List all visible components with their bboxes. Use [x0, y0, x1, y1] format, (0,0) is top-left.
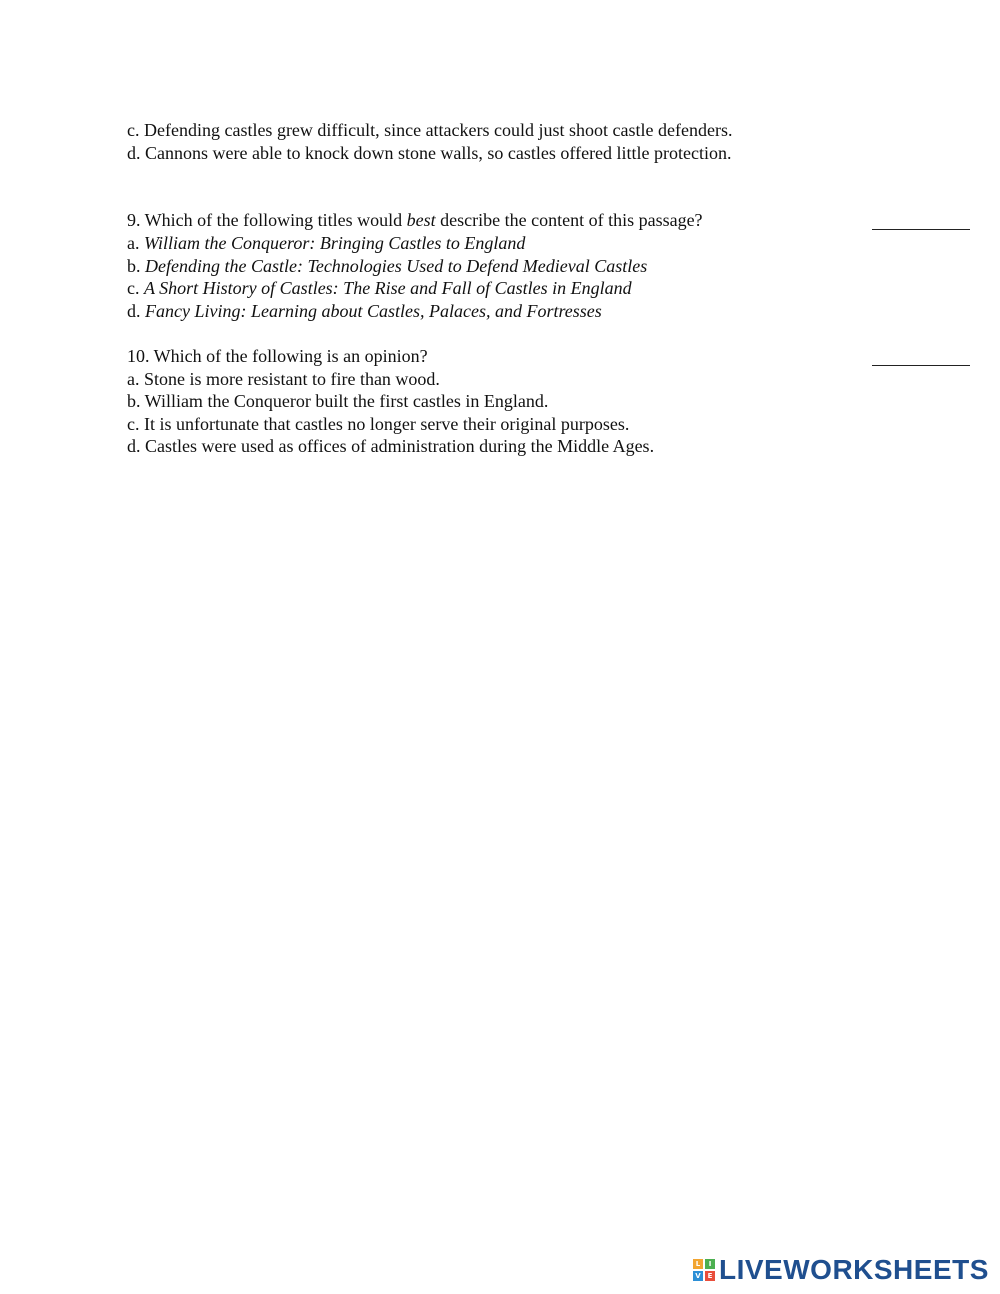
q10-answer-blank[interactable]	[872, 365, 970, 366]
q10-option-c: c. It is unfortunate that castles no longer serve their original purposes.	[127, 414, 630, 434]
q10-option-b: b. William the Conqueror built the first castles in England.	[127, 391, 549, 411]
q9-answer-blank[interactable]	[872, 229, 970, 230]
q9-option-a-text: William the Conqueror: Bringing Castles to England	[144, 233, 526, 253]
logo-square-l: L	[693, 1259, 703, 1269]
logo-square-v: V	[693, 1271, 703, 1281]
q9-prompt-after: describe the content of this passage?	[435, 210, 703, 230]
q9-option-a	[127, 232, 525, 254]
logo-squares-icon	[693, 1259, 715, 1281]
q9-option-c-letter: c.	[127, 278, 144, 298]
q9-option-b-letter: b.	[127, 256, 145, 276]
q9-option-b-text: Defending the Castle: Technologies Used to Defend Medieval Castles	[145, 256, 648, 276]
q8-option-d: d. Cannons were able to knock down stone walls, so castles offered little protection.	[127, 143, 732, 163]
q9-prompt	[127, 209, 703, 231]
liveworksheets-logo	[693, 1254, 989, 1286]
q9-prompt-emphasis: best	[406, 210, 436, 230]
q10-prompt: 10. Which of the following is an opinion?	[127, 346, 428, 366]
q10-option-a: a. Stone is more resistant to fire than wood.	[127, 369, 440, 389]
q9-option-c	[127, 277, 632, 299]
q9-option-d-letter: d.	[127, 301, 145, 321]
q9-option-c-text: A Short History of Castles: The Rise and Fall of Castles in England	[144, 278, 632, 298]
logo-text: LIVEWORKSHEETS	[719, 1254, 989, 1285]
logo-square-i: I	[705, 1259, 715, 1269]
q9-option-a-letter: a.	[127, 233, 144, 253]
q9-prompt-before: 9. Which of the following titles would	[127, 210, 407, 230]
logo-square-e: E	[705, 1271, 715, 1281]
q9-option-d	[127, 300, 602, 322]
q9-option-d-text: Fancy Living: Learning about Castles, Palaces, and Fortresses	[145, 301, 602, 321]
q8-option-c: c. Defending castles grew difficult, since attackers could just shoot castle defenders.	[127, 120, 733, 140]
q10-option-d: d. Castles were used as offices of administration during the Middle Ages.	[127, 436, 655, 456]
q9-option-b	[127, 255, 647, 277]
